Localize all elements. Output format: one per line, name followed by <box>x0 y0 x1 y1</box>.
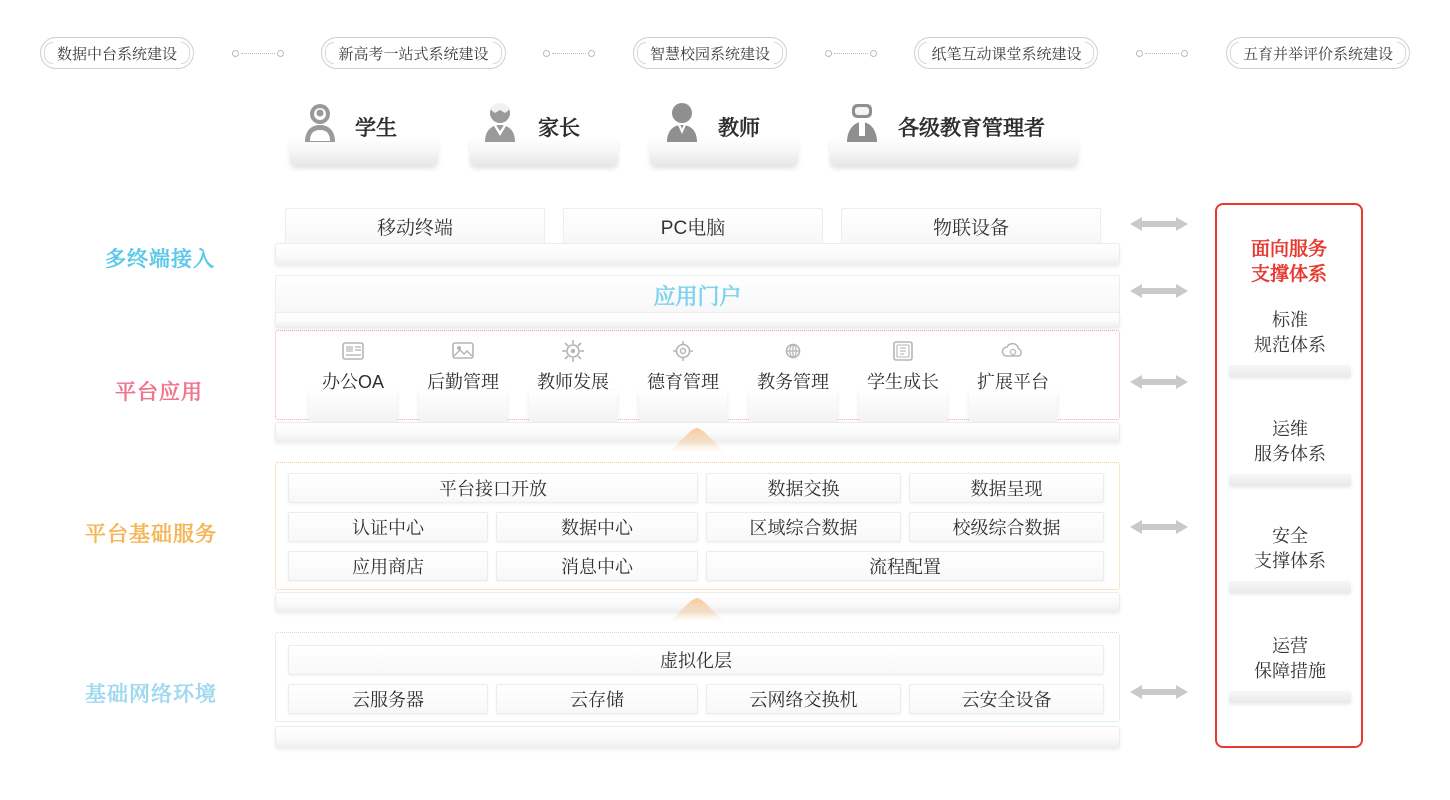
app-pedestal <box>309 390 397 424</box>
connector-dot-icon <box>588 50 595 57</box>
svc-data-exchange[interactable]: 数据交换 <box>706 473 901 503</box>
svc-process-config[interactable]: 流程配置 <box>706 551 1104 581</box>
layer-label-application: 平台应用 <box>115 381 203 404</box>
connector-line <box>1145 53 1179 54</box>
academic-affairs-icon <box>780 338 806 364</box>
logistics-icon <box>450 338 476 364</box>
svc-data-presentation[interactable]: 数据呈现 <box>909 473 1104 503</box>
svc-regional-data[interactable]: 区域综合数据 <box>706 512 901 542</box>
layer-label-basic-service: 平台基础服务 <box>85 523 217 546</box>
administrator-avatar-icon <box>842 100 882 144</box>
panel-shelf <box>1229 365 1351 377</box>
panel-item-security-line1: 安全 <box>1272 526 1308 546</box>
terminal-layer-slab <box>275 243 1120 265</box>
app-label: 德育管理 <box>647 372 719 392</box>
pill-five-education-evaluation[interactable]: 五育并举评价系统建设 <box>1226 37 1410 69</box>
net-cloud-storage[interactable]: 云存储 <box>496 684 698 714</box>
connector-dot-icon <box>825 50 832 57</box>
extension-platform-icon <box>1000 338 1026 364</box>
pill-paper-pen-classroom[interactable]: 纸笔互动课堂系统建设 <box>914 37 1098 69</box>
panel-shelf <box>1229 474 1351 486</box>
persona-label-parent: 家长 <box>538 117 580 140</box>
app-label: 学生成长 <box>867 372 939 392</box>
terminal-mobile[interactable]: 移动终端 <box>285 208 545 244</box>
connector-dot-icon <box>277 50 284 57</box>
connector-dot-icon <box>543 50 550 57</box>
panel-item-standard-line2: 规范体系 <box>1254 335 1326 355</box>
svc-school-data[interactable]: 校级综合数据 <box>909 512 1104 542</box>
persona-label-teacher: 教师 <box>718 117 760 140</box>
portal-bar[interactable]: 应用门户 <box>275 275 1120 315</box>
app-pedestal <box>969 390 1057 424</box>
connector-dot-icon <box>232 50 239 57</box>
panel-title-line1: 面向服务 <box>1250 239 1327 260</box>
network-layer-slab <box>275 726 1120 748</box>
panel-item-operation-line2: 保障措施 <box>1254 661 1326 681</box>
svc-auth-center[interactable]: 认证中心 <box>288 512 488 542</box>
net-cloud-switch[interactable]: 云网络交换机 <box>706 684 901 714</box>
student-avatar-icon <box>300 100 340 144</box>
connector-dot-icon <box>1136 50 1143 57</box>
panel-shelf <box>1229 581 1351 593</box>
panel-item-ops-line2: 服务体系 <box>1254 444 1326 464</box>
app-label: 后勤管理 <box>427 372 499 392</box>
svc-platform-interface-open[interactable]: 平台接口开放 <box>288 473 698 503</box>
connector-line <box>241 53 275 54</box>
pill-connector <box>232 50 284 57</box>
layer-label-network: 基础网络环境 <box>85 683 217 706</box>
connector-dot-icon <box>870 50 877 57</box>
bidirectional-arrow-portal-icon <box>1128 280 1190 302</box>
panel-shelf <box>1229 691 1351 703</box>
teacher-avatar-icon <box>662 100 702 144</box>
student-growth-icon <box>890 338 916 364</box>
connector-line <box>834 53 868 54</box>
teacher-development-icon <box>560 338 586 364</box>
app-pedestal <box>859 390 947 424</box>
pill-new-gaokao[interactable]: 新高考一站式系统建设 <box>321 37 505 69</box>
svc-app-store[interactable]: 应用商店 <box>288 551 488 581</box>
pill-connector <box>1136 50 1188 57</box>
app-pedestal <box>639 390 727 424</box>
persona-label-administrator: 各级教育管理者 <box>898 117 1045 140</box>
svc-message-center[interactable]: 消息中心 <box>496 551 698 581</box>
app-label: 教师发展 <box>537 372 609 392</box>
office-oa-icon <box>340 338 366 364</box>
pill-connector <box>825 50 877 57</box>
bidirectional-arrow-network-icon <box>1128 681 1190 703</box>
bidirectional-arrow-terminal-icon <box>1128 213 1190 235</box>
app-label: 办公OA <box>321 372 384 392</box>
app-pedestal <box>419 390 507 424</box>
svc-data-center[interactable]: 数据中心 <box>496 512 698 542</box>
panel-item-ops-line1: 运维 <box>1272 419 1308 439</box>
app-pedestal <box>529 390 617 424</box>
terminal-iot[interactable]: 物联设备 <box>841 208 1101 244</box>
top-project-pill-row <box>40 36 1410 70</box>
panel-item-operation-line1: 运营 <box>1272 636 1308 656</box>
portal-slab <box>275 312 1120 328</box>
pill-data-midplatform[interactable]: 数据中台系统建设 <box>40 37 194 69</box>
panel-item-standard-line1: 标准 <box>1272 310 1308 330</box>
bidirectional-arrow-basic-service-icon <box>1128 516 1190 538</box>
parent-avatar-icon <box>480 100 520 144</box>
panel-title-line2: 支撑体系 <box>1250 264 1327 285</box>
app-label: 教务管理 <box>757 372 829 392</box>
data-flow-funnel-icon <box>667 598 727 624</box>
connector-line <box>552 53 586 54</box>
layer-label-terminal: 多终端接入 <box>105 248 215 271</box>
app-label: 扩展平台 <box>977 372 1049 392</box>
data-flow-funnel-icon <box>667 428 727 454</box>
net-virtualization-layer[interactable]: 虚拟化层 <box>288 645 1104 675</box>
service-support-system-panel[interactable] <box>1215 203 1363 748</box>
pill-smart-campus[interactable]: 智慧校园系统建设 <box>633 37 787 69</box>
persona-label-student: 学生 <box>355 117 397 140</box>
pill-connector <box>543 50 595 57</box>
terminal-pc[interactable]: PC电脑 <box>563 208 823 244</box>
bidirectional-arrow-application-icon <box>1128 371 1190 393</box>
net-cloud-security[interactable]: 云安全设备 <box>909 684 1104 714</box>
connector-dot-icon <box>1181 50 1188 57</box>
panel-item-security-line2: 支撑体系 <box>1254 551 1326 571</box>
net-cloud-server[interactable]: 云服务器 <box>288 684 488 714</box>
app-pedestal <box>749 390 837 424</box>
moral-education-icon <box>670 338 696 364</box>
